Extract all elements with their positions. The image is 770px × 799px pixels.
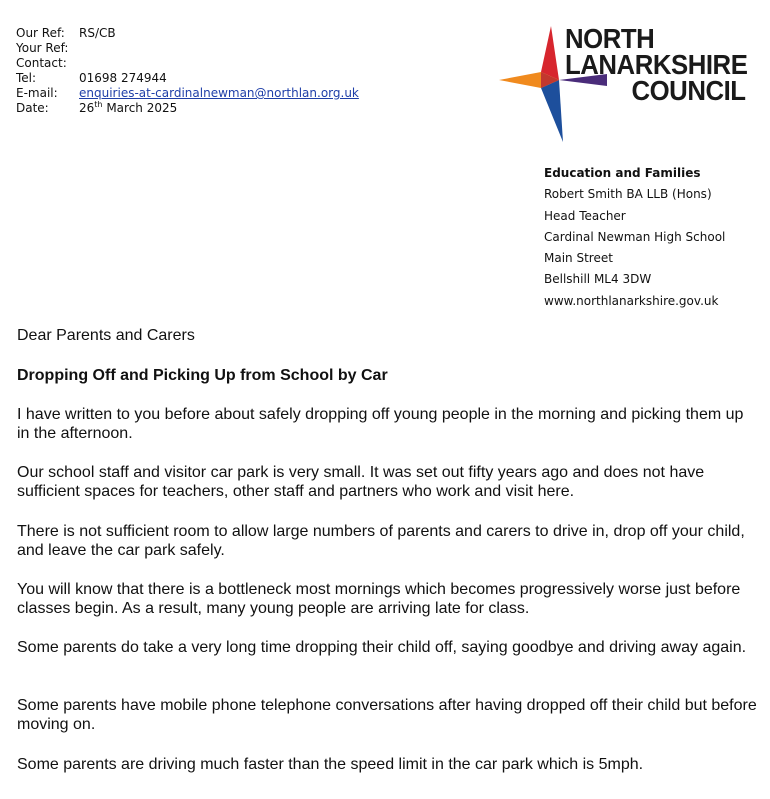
our-ref-label: Our Ref: [16,26,65,40]
email-row [16,86,359,101]
address-line: Cardinal Newman High School [544,229,726,244]
address-line: Main Street [544,251,613,266]
logo-line-north: NORTH [565,23,655,54]
date-label: Date: [16,101,49,115]
address-block [544,163,725,312]
address-line: Robert Smith BA LLB (Hons) [544,187,712,202]
contact-label: Contact: [16,56,67,70]
email-link[interactable]: enquiries-at-cardinalnewman@northlan.org.uk [79,86,359,100]
letter-paragraph: Our school staff and visitor car park is very small. It was set out fifty years ago and does not have sufficient spaces for teachers, other staff and partners who work and visit here. [17,464,705,500]
date-row [16,101,359,116]
contact-row [16,56,359,71]
your-ref-label: Your Ref: [16,41,69,55]
logo-star-bottom [541,80,563,142]
your-ref-row [16,41,359,56]
tel-row [16,71,359,86]
address-line: Bellshill ML4 3DW [544,272,652,287]
our-ref-value: RS/CB [79,26,116,40]
date-day: 26 [79,101,95,115]
tel-label: Tel: [16,71,37,85]
letter-paragraph: Some parents are driving much faster than the speed limit in the car park which is 5mph. [17,756,644,773]
letter-paragraph: Some parents have mobile phone telephone conversations after having dropped off their child but before moving on. [17,697,757,733]
website-link[interactable]: www.northlanarkshire.gov.uk [544,293,719,308]
letter-paragraph: You will know that there is a bottleneck most mornings which becomes progressively worse just before classes begin. As a result, many young people are arriving late for class. [17,581,741,617]
reference-block [16,26,359,116]
letter-paragraph: There is not sufficient room to allow large numbers of parents and carers to drive in, drop off your child, and leave the car park safely. [17,523,745,559]
address-line: Head Teacher [544,208,626,223]
letter-subject: Dropping Off and Picking Up from School by Car [17,367,388,384]
date-suffix: th [94,100,103,109]
logo-line-lanarkshire: LANARKSHIRE [565,49,748,80]
salutation: Dear Parents and Carers [17,327,195,344]
letter-paragraph: I have written to you before about safely dropping off young people in the morning and picking them up in the afternoon. [17,406,744,442]
our-ref-row [16,26,359,41]
logo-wordmark [565,23,748,106]
tel-value: 01698 274944 [79,71,167,85]
email-label: E-mail: [16,86,58,100]
date-value [79,101,177,116]
letter-paragraph: Some parents do take a very long time dropping their child off, saying goodbye and driving away again. [17,639,747,656]
logo-star-top [541,26,559,80]
department-name: Education and Families [544,166,701,180]
date-rest: March 2025 [102,101,178,115]
logo-line-council: COUNCIL [631,75,746,106]
